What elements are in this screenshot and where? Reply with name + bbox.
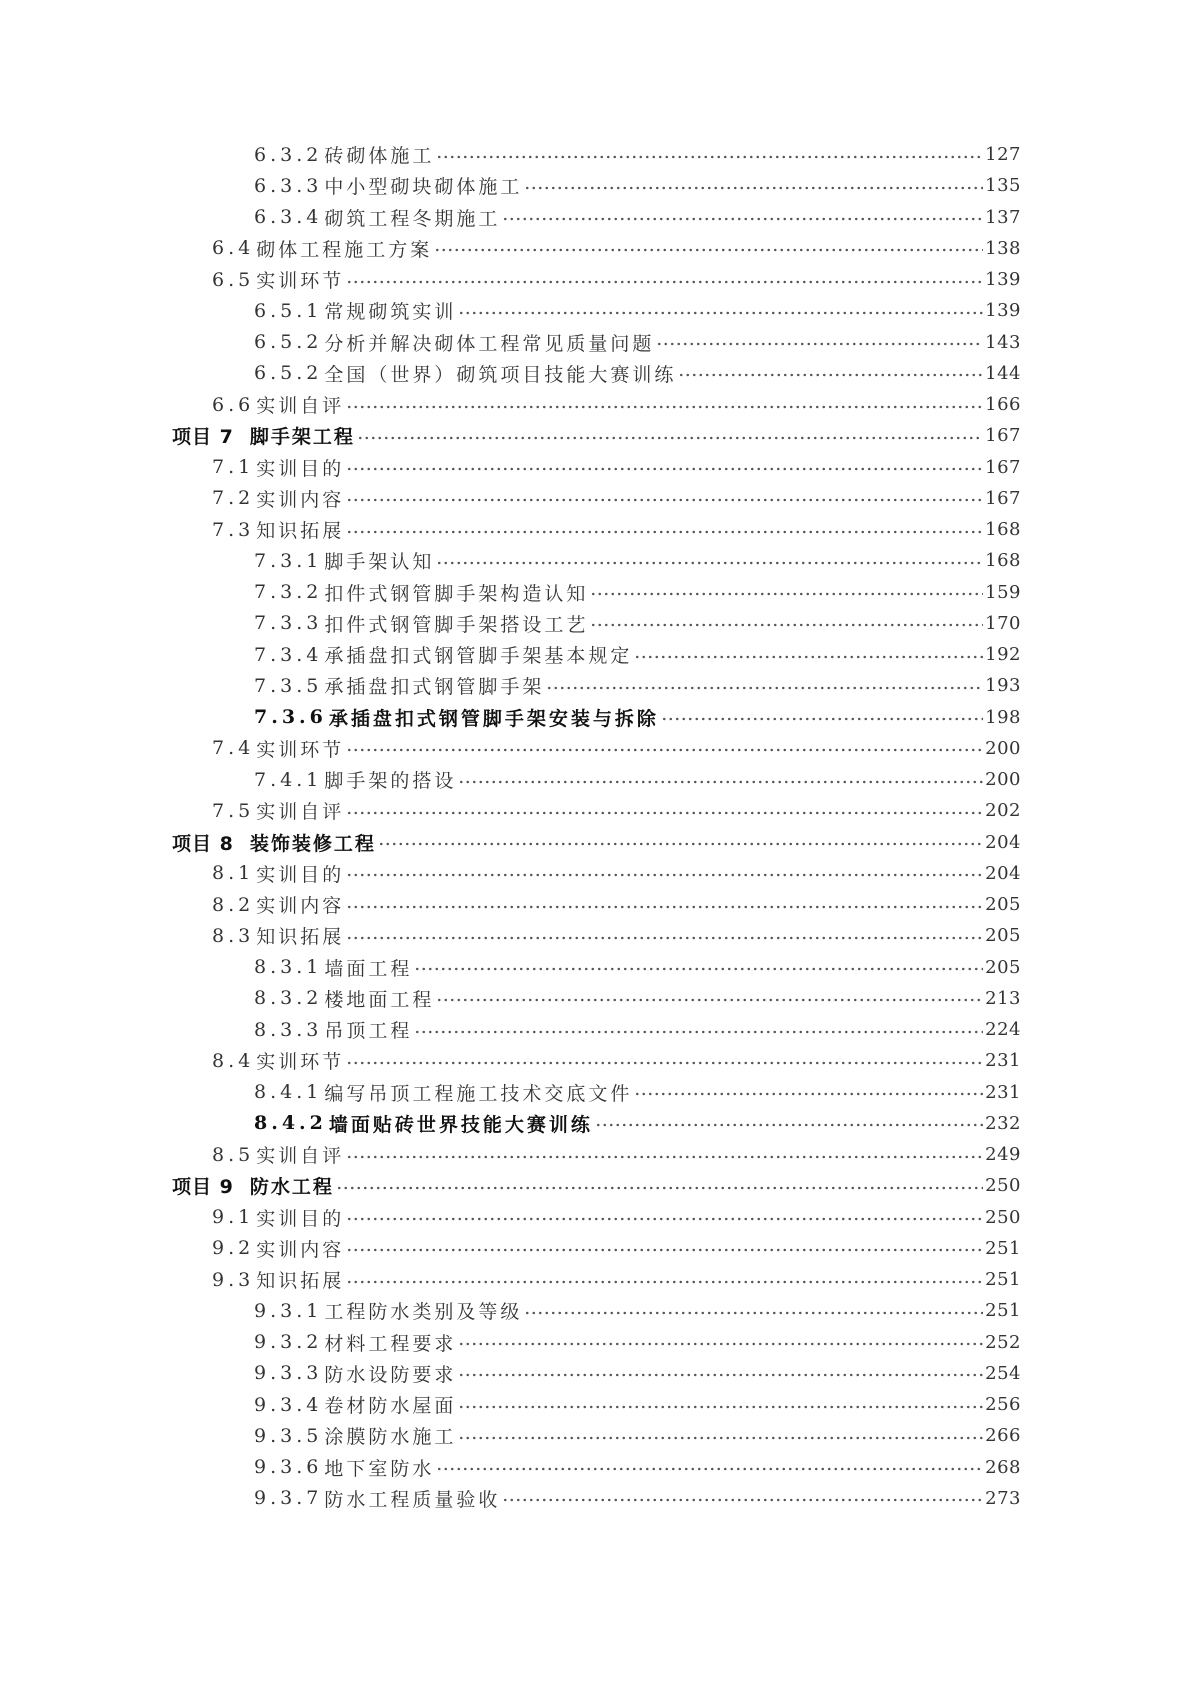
toc-entry-title: 承插盘扣式钢管脚手架 <box>324 676 545 699</box>
toc-entry-page: 204 <box>985 862 1021 884</box>
toc-entry[interactable] <box>0 483 1191 514</box>
toc-dot-leader <box>357 436 983 440</box>
toc-entry-number: 6.5.1 <box>254 299 323 322</box>
toc-dot-leader <box>590 623 983 627</box>
toc-entry-title: 脚手架工程 <box>249 426 355 449</box>
toc-entry[interactable] <box>0 764 1191 795</box>
toc-entry-page: 268 <box>985 1456 1021 1478</box>
toc-dot-leader <box>458 780 983 784</box>
toc-entry-number: 8.3.1 <box>254 956 323 979</box>
toc-dot-leader <box>661 717 983 721</box>
toc-entry[interactable] <box>0 389 1191 420</box>
toc-dot-leader <box>634 655 983 659</box>
toc-entry-number: 项目 7 <box>172 426 234 449</box>
toc-entry-number: 7.3.3 <box>254 612 323 635</box>
toc-entry-number: 9.3.3 <box>254 1362 323 1385</box>
toc-entry-title: 砌体工程施工方案 <box>256 238 433 261</box>
toc-entry[interactable] <box>0 733 1191 764</box>
toc-dot-leader <box>502 217 983 221</box>
toc-dot-leader <box>378 842 983 846</box>
toc-dot-leader <box>458 1436 983 1440</box>
toc-entry-number: 8.3.2 <box>254 987 323 1010</box>
toc-entry[interactable] <box>0 1233 1191 1264</box>
toc-entry-number: 6.5.2 <box>254 331 323 354</box>
toc-entry-page: 193 <box>985 675 1021 697</box>
toc-dot-leader <box>336 1186 983 1190</box>
toc-dot-leader <box>346 1217 983 1221</box>
toc-entry-page: 224 <box>985 1019 1021 1041</box>
toc-entry-page: 202 <box>985 800 1021 822</box>
toc-entry[interactable] <box>0 1327 1191 1358</box>
toc-entry-number: 9.3.5 <box>254 1424 323 1447</box>
toc-entry-number: 7.2 <box>212 487 255 510</box>
toc-entry-number: 8.4 <box>212 1049 255 1072</box>
toc-entry-number: 7.3.4 <box>254 643 323 666</box>
toc-entry[interactable] <box>0 639 1191 670</box>
toc-entry[interactable] <box>0 1139 1191 1170</box>
toc-entry[interactable] <box>0 1358 1191 1389</box>
toc-entry[interactable] <box>0 1170 1191 1201</box>
toc-dot-leader <box>634 1092 983 1096</box>
toc-entry-number: 7.3.2 <box>254 581 323 604</box>
toc-entry-title: 卷材防水屋面 <box>324 1395 457 1418</box>
toc-entry[interactable] <box>0 327 1191 358</box>
toc-entry-page: 127 <box>985 144 1021 166</box>
toc-entry[interactable] <box>0 889 1191 920</box>
toc-entry-page: 144 <box>985 362 1021 384</box>
toc-entry[interactable] <box>0 608 1191 639</box>
toc-entry-number: 7.3.6 <box>254 706 327 729</box>
toc-entry-number: 9.3.1 <box>254 1299 323 1322</box>
toc-entry-number: 7.3.1 <box>254 549 323 572</box>
toc-entry-page: 266 <box>985 1425 1021 1447</box>
toc-entry-page: 254 <box>985 1362 1021 1384</box>
toc-entry[interactable] <box>0 1483 1191 1514</box>
toc-entry[interactable] <box>0 952 1191 983</box>
toc-entry-page: 251 <box>985 1269 1021 1291</box>
toc-entry-title: 知识拓展 <box>256 520 345 543</box>
toc-entry-number: 7.3.5 <box>254 674 323 697</box>
toc-entry[interactable] <box>0 1452 1191 1483</box>
toc-entry-title: 防水设防要求 <box>324 1363 457 1386</box>
toc-entry-title: 承插盘扣式钢管脚手架安装与拆除 <box>328 707 659 730</box>
toc-entry-title: 扣件式钢管脚手架搭设工艺 <box>324 613 589 636</box>
toc-entry-title: 实训自评 <box>256 801 345 824</box>
toc-entry[interactable] <box>0 670 1191 701</box>
toc-entry[interactable] <box>0 264 1191 295</box>
toc-entry-title: 吊顶工程 <box>324 1020 413 1043</box>
toc-entry-page: 200 <box>985 737 1021 759</box>
toc-entry[interactable] <box>0 858 1191 889</box>
toc-entry-number: 6.5.2 <box>254 362 323 385</box>
toc-entry-number: 7.5 <box>212 799 255 822</box>
toc-entry[interactable] <box>0 1045 1191 1076</box>
toc-entry-title: 楼地面工程 <box>324 988 435 1011</box>
toc-entry[interactable] <box>0 1389 1191 1420</box>
toc-entry-title: 实训环节 <box>256 1051 345 1074</box>
toc-entry-title: 实训内容 <box>256 488 345 511</box>
toc-entry-number: 7.4 <box>212 737 255 760</box>
toc-entry[interactable] <box>0 920 1191 951</box>
toc-entry-title: 墙面工程 <box>324 957 413 980</box>
toc-entry-number: 8.3.3 <box>254 1018 323 1041</box>
toc-entry[interactable] <box>0 1264 1191 1295</box>
toc-entry-page: 249 <box>985 1144 1021 1166</box>
toc-entry-title: 地下室防水 <box>324 1457 435 1480</box>
toc-entry-title: 脚手架的搭设 <box>324 770 457 793</box>
toc-entry-number: 6.3.2 <box>254 143 323 166</box>
toc-entry-title: 实训目的 <box>256 1207 345 1230</box>
toc-entry-title: 实训内容 <box>256 1238 345 1261</box>
toc-entry-title: 脚手架认知 <box>324 551 435 574</box>
toc-entry-title: 实训自评 <box>256 1145 345 1168</box>
table-of-contents <box>0 139 1191 1514</box>
toc-dot-leader <box>346 1280 983 1284</box>
toc-dot-leader <box>346 811 983 815</box>
toc-entry-number: 项目 9 <box>172 1176 234 1199</box>
toc-dot-leader <box>434 248 983 252</box>
toc-entry-page: 252 <box>985 1331 1021 1353</box>
toc-entry[interactable] <box>0 983 1191 1014</box>
toc-entry-number: 9.3.6 <box>254 1456 323 1479</box>
toc-entry[interactable] <box>0 202 1191 233</box>
toc-entry[interactable] <box>0 514 1191 545</box>
toc-entry-page: 213 <box>985 987 1021 1009</box>
toc-entry[interactable] <box>0 577 1191 608</box>
toc-entry-title: 全国（世界）砌筑项目技能大赛训练 <box>324 363 677 386</box>
toc-entry[interactable] <box>0 1077 1191 1108</box>
toc-entry-page: 168 <box>985 519 1021 541</box>
toc-entry[interactable] <box>0 545 1191 576</box>
toc-entry-title: 砖砌体施工 <box>324 145 435 168</box>
toc-entry-number: 9.3 <box>212 1268 255 1291</box>
toc-entry-page: 167 <box>985 487 1021 509</box>
toc-dot-leader <box>458 311 983 315</box>
toc-entry-number: 6.4 <box>212 237 255 260</box>
toc-entry-page: 205 <box>985 925 1021 947</box>
toc-dot-leader <box>414 967 983 971</box>
toc-entry-title: 装饰装修工程 <box>249 832 376 855</box>
toc-entry-page: 256 <box>985 1394 1021 1416</box>
toc-entry-page: 205 <box>985 894 1021 916</box>
toc-entry[interactable] <box>0 139 1191 170</box>
toc-dot-leader <box>346 936 983 940</box>
toc-entry-title: 防水工程 <box>249 1176 334 1199</box>
toc-entry[interactable] <box>0 358 1191 389</box>
toc-entry-title: 知识拓展 <box>256 1270 345 1293</box>
toc-entry-number: 8.4.2 <box>254 1112 327 1135</box>
toc-entry-title: 常规砌筑实训 <box>324 301 457 324</box>
toc-entry-title: 墙面贴砖世界技能大赛训练 <box>328 1113 593 1136</box>
toc-entry-title: 工程防水类别及等级 <box>324 1301 523 1324</box>
toc-entry-page: 232 <box>985 1112 1021 1134</box>
toc-entry-number: 8.2 <box>212 893 255 916</box>
toc-entry-page: 159 <box>985 581 1021 603</box>
toc-entry[interactable] <box>0 452 1191 483</box>
toc-entry-title: 编写吊顶工程施工技术交底文件 <box>324 1082 633 1105</box>
toc-entry[interactable] <box>0 1202 1191 1233</box>
toc-entry-number: 9.2 <box>212 1237 255 1260</box>
toc-entry[interactable] <box>0 702 1191 733</box>
toc-dot-leader <box>458 1405 983 1409</box>
toc-entry-title: 中小型砌块砌体施工 <box>324 176 523 199</box>
toc-dot-leader <box>590 592 983 596</box>
toc-entry-title: 材料工程要求 <box>324 1332 457 1355</box>
toc-entry-number: 9.3.7 <box>254 1487 323 1510</box>
toc-entry-page: 204 <box>985 831 1021 853</box>
toc-entry-title: 分析并解决砌体工程常见质量问题 <box>324 332 655 355</box>
toc-entry-number: 8.4.1 <box>254 1081 323 1104</box>
toc-entry-number: 9.1 <box>212 1206 255 1229</box>
toc-dot-leader <box>346 873 983 877</box>
toc-entry-number: 6.3.3 <box>254 174 323 197</box>
toc-dot-leader <box>458 1342 983 1346</box>
toc-dot-leader <box>346 748 983 752</box>
toc-dot-leader <box>502 1498 983 1502</box>
toc-dot-leader <box>346 498 983 502</box>
toc-entry-number: 9.3.2 <box>254 1331 323 1354</box>
toc-entry-title: 实训环节 <box>256 738 345 761</box>
toc-dot-leader <box>346 467 983 471</box>
toc-entry-number: 6.6 <box>212 393 255 416</box>
toc-entry-page: 250 <box>985 1206 1021 1228</box>
toc-dot-leader <box>346 280 983 284</box>
toc-dot-leader <box>436 561 983 565</box>
toc-entry-page: 192 <box>985 644 1021 666</box>
toc-entry-number: 7.1 <box>212 456 255 479</box>
toc-dot-leader <box>414 1030 983 1034</box>
toc-entry-title: 知识拓展 <box>256 926 345 949</box>
toc-entry-number: 6.5 <box>212 268 255 291</box>
toc-entry-number: 6.3.4 <box>254 206 323 229</box>
toc-entry-title: 实训自评 <box>256 395 345 418</box>
toc-entry-title: 扣件式钢管脚手架构造认知 <box>324 582 589 605</box>
toc-entry-title: 实训目的 <box>256 457 345 480</box>
toc-entry-page: 198 <box>985 706 1021 728</box>
toc-entry-title: 防水工程质量验收 <box>324 1488 501 1511</box>
toc-dot-leader <box>656 342 983 346</box>
toc-entry-title: 实训环节 <box>256 270 345 293</box>
toc-entry-page: 200 <box>985 769 1021 791</box>
toc-entry[interactable] <box>0 1420 1191 1451</box>
toc-entry[interactable] <box>0 1108 1191 1139</box>
toc-entry-page: 143 <box>985 331 1021 353</box>
toc-dot-leader <box>346 1061 983 1065</box>
toc-entry-page: 251 <box>985 1237 1021 1259</box>
toc-entry-number: 项目 8 <box>172 832 234 855</box>
toc-entry[interactable] <box>0 827 1191 858</box>
toc-entry-title: 涂膜防水施工 <box>324 1426 457 1449</box>
toc-entry-page: 167 <box>985 456 1021 478</box>
toc-dot-leader <box>436 1467 983 1471</box>
toc-entry-page: 167 <box>985 425 1021 447</box>
toc-entry-page: 135 <box>985 175 1021 197</box>
toc-dot-leader <box>678 373 983 377</box>
toc-entry[interactable] <box>0 233 1191 264</box>
toc-dot-leader <box>436 998 983 1002</box>
toc-entry-page: 166 <box>985 394 1021 416</box>
toc-dot-leader <box>524 1311 983 1315</box>
toc-dot-leader <box>346 530 983 534</box>
toc-entry-title: 实训内容 <box>256 895 345 918</box>
toc-entry-number: 8.3 <box>212 924 255 947</box>
toc-entry-page: 139 <box>985 269 1021 291</box>
toc-entry-page: 139 <box>985 300 1021 322</box>
toc-entry[interactable] <box>0 295 1191 326</box>
toc-entry-title: 承插盘扣式钢管脚手架基本规定 <box>324 645 633 668</box>
toc-dot-leader <box>546 686 983 690</box>
toc-entry[interactable] <box>0 795 1191 826</box>
toc-entry-page: 273 <box>985 1487 1021 1509</box>
toc-entry[interactable] <box>0 1014 1191 1045</box>
toc-entry-page: 137 <box>985 206 1021 228</box>
toc-entry-number: 8.1 <box>212 862 255 885</box>
toc-entry-number: 9.3.4 <box>254 1393 323 1416</box>
toc-entry-page: 205 <box>985 956 1021 978</box>
toc-entry-title: 砌筑工程冬期施工 <box>324 207 501 230</box>
toc-entry-number: 7.4.1 <box>254 768 323 791</box>
toc-entry-page: 251 <box>985 1300 1021 1322</box>
toc-dot-leader <box>595 1123 983 1127</box>
toc-dot-leader <box>346 405 983 409</box>
toc-entry[interactable] <box>0 1295 1191 1326</box>
toc-entry-title: 实训目的 <box>256 863 345 886</box>
toc-dot-leader <box>346 905 983 909</box>
toc-dot-leader <box>436 155 983 159</box>
toc-dot-leader <box>458 1373 983 1377</box>
toc-dot-leader <box>346 1155 983 1159</box>
toc-entry-page: 170 <box>985 612 1021 634</box>
toc-entry-page: 231 <box>985 1081 1021 1103</box>
toc-entry-page: 231 <box>985 1050 1021 1072</box>
toc-entry[interactable] <box>0 420 1191 451</box>
toc-entry-number: 7.3 <box>212 518 255 541</box>
toc-dot-leader <box>346 1248 983 1252</box>
toc-entry-page: 138 <box>985 237 1021 259</box>
toc-entry-number: 8.5 <box>212 1143 255 1166</box>
toc-entry-page: 250 <box>985 1175 1021 1197</box>
toc-entry-page: 168 <box>985 550 1021 572</box>
toc-dot-leader <box>524 186 983 190</box>
toc-entry[interactable] <box>0 170 1191 201</box>
